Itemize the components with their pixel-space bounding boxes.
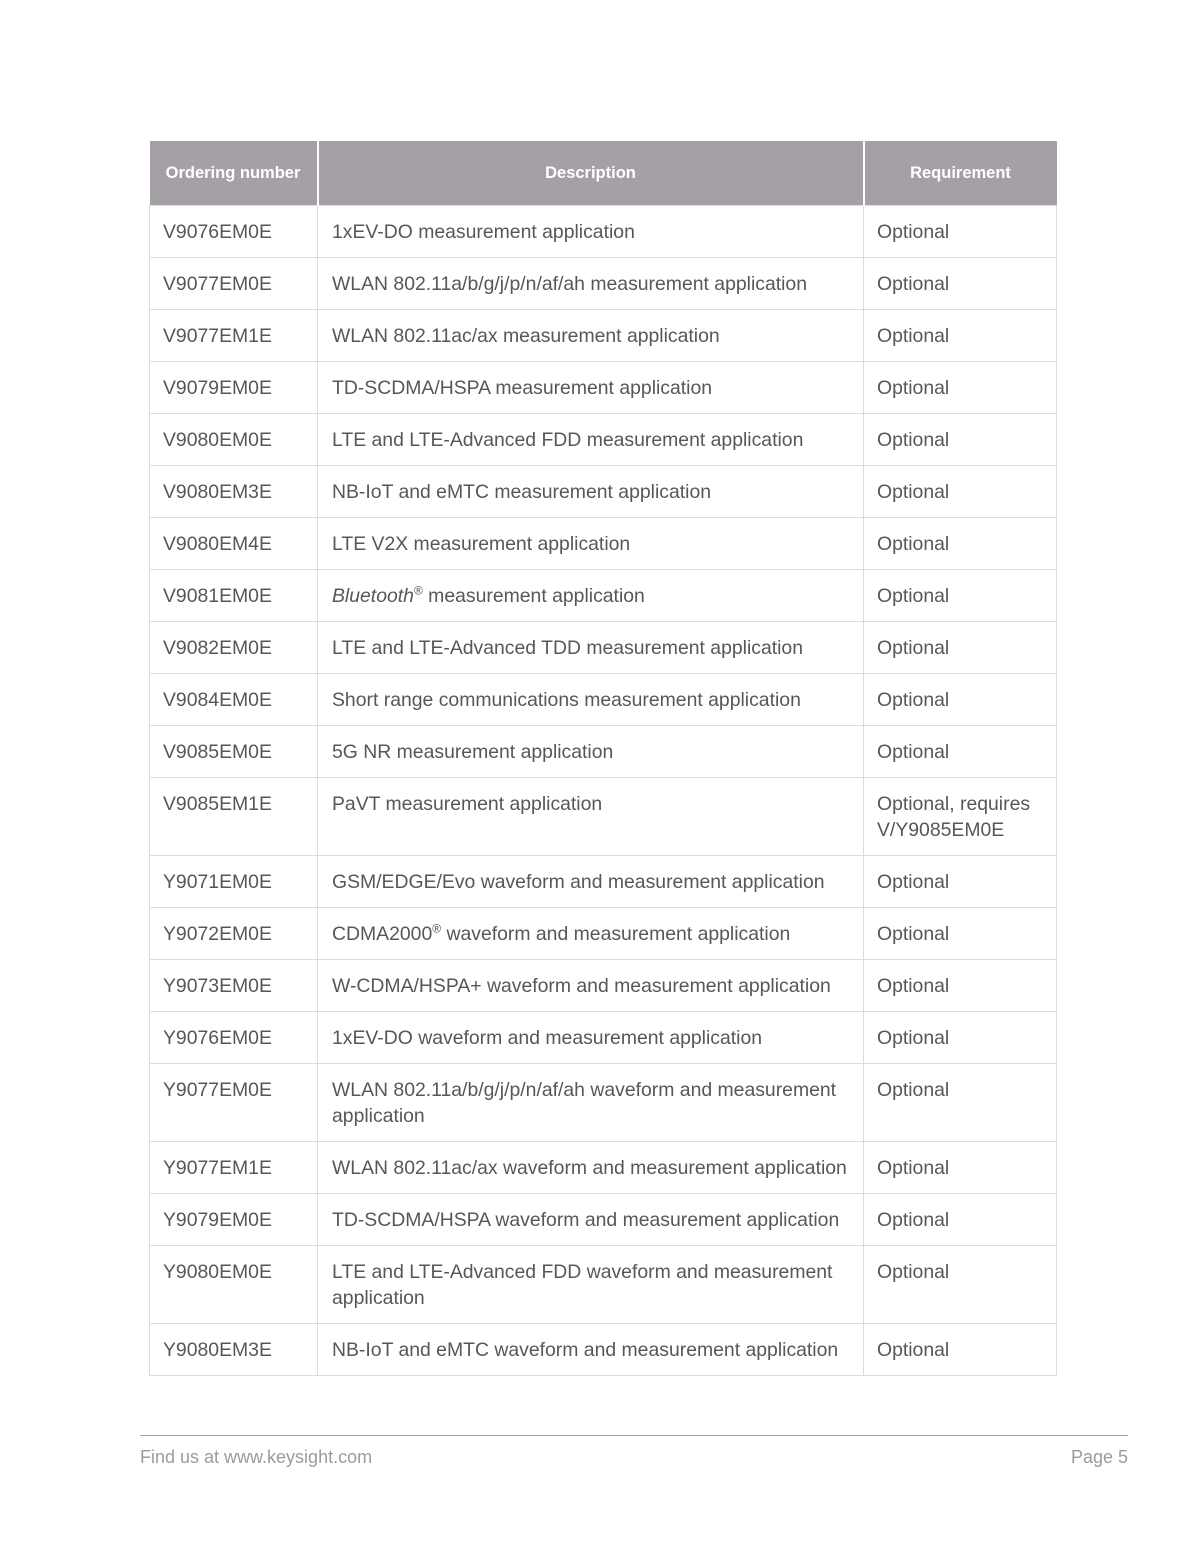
ordering-number-cell: Y9076EM0E <box>150 1012 318 1064</box>
requirement-cell: Optional <box>864 960 1057 1012</box>
description-segment: 5G NR measurement application <box>332 741 614 763</box>
footer-website-link[interactable]: Find us at www.keysight.com <box>140 1447 373 1467</box>
table-row <box>150 1142 1057 1194</box>
description-segment: ® <box>432 921 442 936</box>
description-cell <box>318 310 864 362</box>
description-segment: GSM/EDGE/Evo waveform and measurement application <box>332 871 825 893</box>
ordering-number-cell: Y9077EM0E <box>150 1064 318 1142</box>
table-row <box>150 856 1057 908</box>
description-cell <box>318 856 864 908</box>
description-cell <box>318 960 864 1012</box>
description-cell <box>318 570 864 622</box>
description-cell <box>318 258 864 310</box>
description-segment: TD-SCDMA/HSPA measurement application <box>332 377 713 399</box>
description-segment: ® <box>413 583 423 598</box>
requirement-cell: Optional <box>864 310 1057 362</box>
ordering-number-cell: Y9080EM0E <box>150 1246 318 1324</box>
description-cell <box>318 674 864 726</box>
table-row <box>150 466 1057 518</box>
description-segment: NB-IoT and eMTC measurement application <box>332 481 712 503</box>
description-segment: measurement application <box>422 585 645 607</box>
requirement-cell: Optional <box>864 856 1057 908</box>
ordering-number-cell: V9085EM1E <box>150 778 318 856</box>
table-body <box>150 206 1057 1376</box>
table-row <box>150 960 1057 1012</box>
table-row <box>150 414 1057 466</box>
ordering-number-cell: V9079EM0E <box>150 362 318 414</box>
table-row <box>150 310 1057 362</box>
description-cell <box>318 466 864 518</box>
column-header-requirement: Requirement <box>864 141 1057 206</box>
footer-divider <box>140 1435 1128 1436</box>
ordering-number-cell: Y9080EM3E <box>150 1324 318 1376</box>
ordering-number-cell: V9085EM0E <box>150 726 318 778</box>
description-segment: W-CDMA/HSPA+ waveform and measurement application <box>332 975 831 997</box>
requirement-cell: Optional, requires V/Y9085EM0E <box>864 778 1057 856</box>
description-cell <box>318 414 864 466</box>
description-segment: PaVT measurement application <box>332 793 603 815</box>
requirement-cell: Optional <box>864 258 1057 310</box>
description-cell <box>318 206 864 258</box>
requirement-cell: Optional <box>864 1246 1057 1324</box>
description-cell <box>318 622 864 674</box>
description-segment: TD-SCDMA/HSPA waveform and measurement application <box>332 1209 840 1231</box>
requirement-cell: Optional <box>864 1012 1057 1064</box>
ordering-number-cell: Y9073EM0E <box>150 960 318 1012</box>
description-cell <box>318 362 864 414</box>
requirement-cell: Optional <box>864 414 1057 466</box>
table-row <box>150 206 1057 258</box>
table-row <box>150 362 1057 414</box>
column-header-description: Description <box>318 141 864 206</box>
description-segment: Short range communications measurement application <box>332 689 801 711</box>
table-row <box>150 1246 1057 1324</box>
requirement-cell: Optional <box>864 1064 1057 1142</box>
description-segment: waveform and measurement application <box>441 923 791 945</box>
footer <box>140 1447 1128 1468</box>
requirement-cell: Optional <box>864 518 1057 570</box>
description-cell <box>318 1012 864 1064</box>
requirement-cell: Optional <box>864 622 1057 674</box>
description-segment: LTE V2X measurement application <box>332 533 631 555</box>
ordering-number-cell: Y9079EM0E <box>150 1194 318 1246</box>
table-row <box>150 1012 1057 1064</box>
ordering-number-cell: Y9071EM0E <box>150 856 318 908</box>
description-segment: LTE and LTE-Advanced FDD measurement application <box>332 429 804 451</box>
ordering-number-cell: V9080EM4E <box>150 518 318 570</box>
ordering-number-cell: Y9077EM1E <box>150 1142 318 1194</box>
table-row <box>150 1324 1057 1376</box>
ordering-number-cell: V9080EM3E <box>150 466 318 518</box>
table-row <box>150 726 1057 778</box>
description-cell <box>318 1246 864 1324</box>
description-cell <box>318 1142 864 1194</box>
requirement-cell: Optional <box>864 726 1057 778</box>
ordering-table-header <box>150 141 1057 206</box>
table-row <box>150 908 1057 960</box>
requirement-cell: Optional <box>864 1324 1057 1376</box>
ordering-table <box>149 141 1057 1376</box>
description-segment: 1xEV-DO waveform and measurement application <box>332 1027 763 1049</box>
requirement-cell: Optional <box>864 570 1057 622</box>
table-row <box>150 570 1057 622</box>
requirement-cell: Optional <box>864 674 1057 726</box>
description-segment: LTE and LTE-Advanced FDD waveform and measurement application <box>332 1261 833 1309</box>
column-header-ordering-number: Ordering number <box>150 141 318 206</box>
description-cell <box>318 518 864 570</box>
requirement-cell: Optional <box>864 362 1057 414</box>
description-cell <box>318 1324 864 1376</box>
ordering-number-cell: Y9072EM0E <box>150 908 318 960</box>
requirement-cell: Optional <box>864 1194 1057 1246</box>
table-row <box>150 674 1057 726</box>
description-segment: Bluetooth <box>332 585 414 607</box>
ordering-number-cell: V9082EM0E <box>150 622 318 674</box>
description-segment: 1xEV-DO measurement application <box>332 221 635 243</box>
requirement-cell: Optional <box>864 1142 1057 1194</box>
table-row <box>150 1194 1057 1246</box>
ordering-number-cell: V9077EM1E <box>150 310 318 362</box>
table-row <box>150 622 1057 674</box>
table-row <box>150 1064 1057 1142</box>
ordering-number-cell: V9080EM0E <box>150 414 318 466</box>
requirement-cell: Optional <box>864 466 1057 518</box>
ordering-number-cell: V9076EM0E <box>150 206 318 258</box>
table-row <box>150 258 1057 310</box>
ordering-number-cell: V9077EM0E <box>150 258 318 310</box>
description-segment: NB-IoT and eMTC waveform and measurement application <box>332 1339 839 1361</box>
ordering-number-cell: V9084EM0E <box>150 674 318 726</box>
description-cell <box>318 778 864 856</box>
table-row <box>150 778 1057 856</box>
description-segment: WLAN 802.11a/b/g/j/p/n/af/ah waveform and measurement application <box>332 1079 837 1127</box>
requirement-cell: Optional <box>864 908 1057 960</box>
description-cell <box>318 726 864 778</box>
description-segment: LTE and LTE-Advanced TDD measurement application <box>332 637 803 659</box>
header-row <box>150 141 1057 206</box>
description-segment: WLAN 802.11ac/ax waveform and measurement application <box>332 1157 847 1179</box>
description-segment: CDMA2000 <box>332 923 433 945</box>
description-cell <box>318 1194 864 1246</box>
description-cell <box>318 908 864 960</box>
description-segment: WLAN 802.11a/b/g/j/p/n/af/ah measurement application <box>332 273 807 295</box>
requirement-cell: Optional <box>864 206 1057 258</box>
footer-page-number: Page 5 <box>1070 1447 1128 1467</box>
description-segment: WLAN 802.11ac/ax measurement application <box>332 325 720 347</box>
table-row <box>150 518 1057 570</box>
ordering-number-cell: V9081EM0E <box>150 570 318 622</box>
description-cell <box>318 1064 864 1142</box>
